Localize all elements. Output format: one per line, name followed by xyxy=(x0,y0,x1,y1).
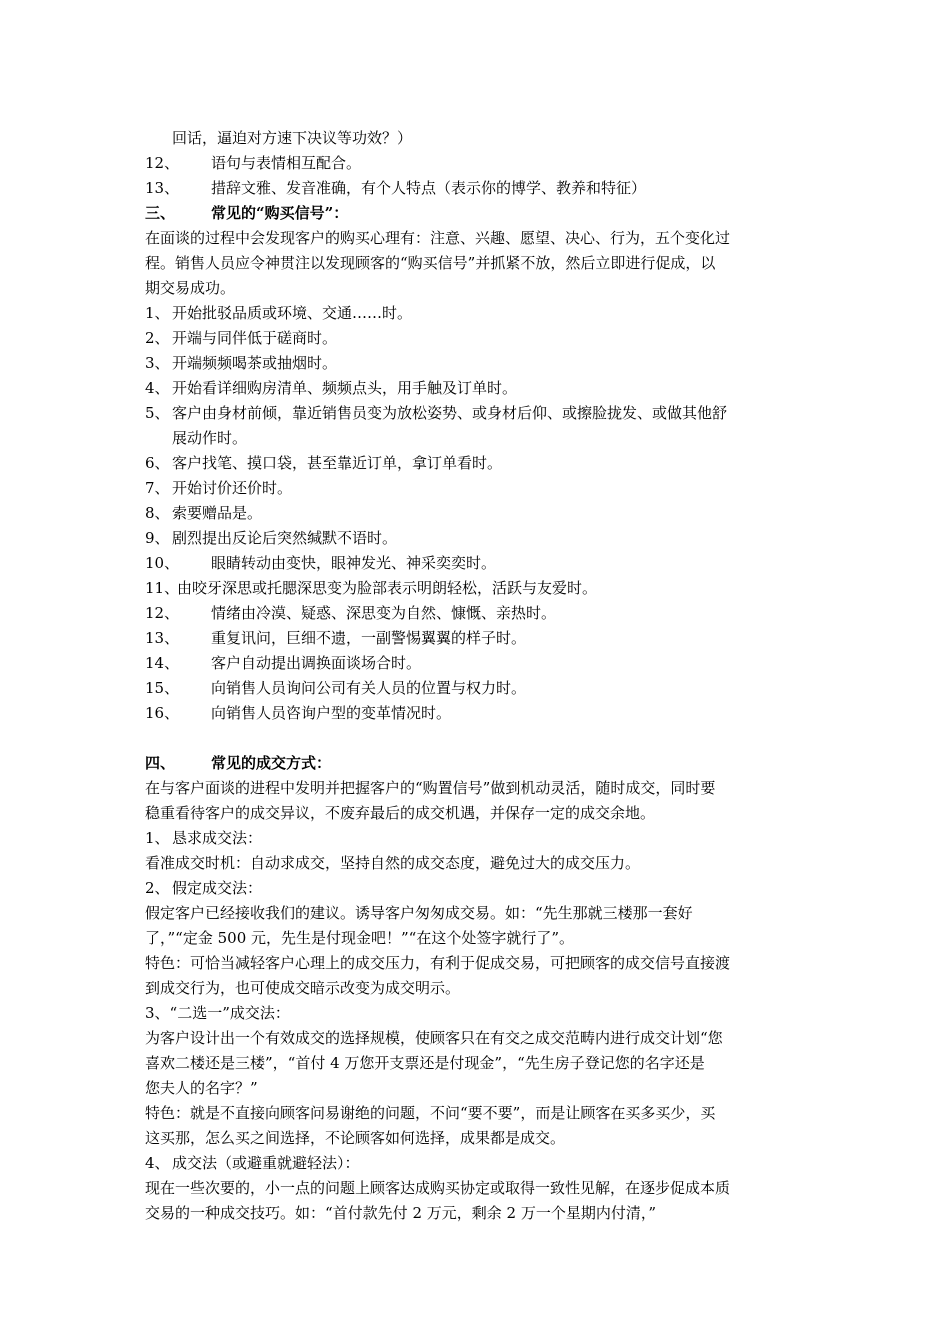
paragraph-line: 了，”“定金 500 元，先生是付现金吧！”“在这个处签字就行了”。 xyxy=(145,929,575,947)
list-item: 2、 开端与同伴低于磋商时。 xyxy=(145,329,338,347)
list-item: 15、 向销售人员询问公司有关人员的位置与权力时。 xyxy=(145,679,527,697)
paragraph-line: 到成交行为，也可使成交暗示改变为成交明示。 xyxy=(145,979,461,997)
method-heading: 3、“二选一”成交法： xyxy=(145,1004,290,1022)
method-heading: 4、 成交法（或避重就避轻法）： xyxy=(145,1154,360,1172)
paragraph-line: 为客户设计出一个有效成交的选择规模，使顾客只在有交之成交范畴内进行成交计划“您 xyxy=(145,1029,723,1047)
paragraph-line: 在面谈的过程中会发现客户的购买心理有：注意、兴趣、愿望、决心、行为，五个变化过 xyxy=(145,229,731,247)
continued-line: 回话，逼迫对方速下决议等功效？） xyxy=(172,129,413,147)
list-item: 11、由咬牙深思或托腮深思变为脸部表示明朗轻松，活跃与友爱时。 xyxy=(145,579,598,597)
list-item: 14、 客户自动提出调换面谈场合时。 xyxy=(145,654,422,672)
list-item: 6、 客户找笔、摸口袋，甚至靠近订单，拿订单看时。 xyxy=(145,454,503,472)
paragraph-line: 您夫人的名字？” xyxy=(145,1079,258,1097)
method-heading: 2、 假定成交法： xyxy=(145,879,263,897)
paragraph-line: 喜欢二楼还是三楼”，“首付 4 万您开支票还是付现金”，“先生房子登记您的名字还是 xyxy=(145,1054,705,1072)
method-heading: 1、 恳求成交法： xyxy=(145,829,263,847)
paragraph-line: 在与客户面谈的进程中发明并把握客户的“购置信号”做到机动灵活，随时成交，同时要 xyxy=(145,779,716,797)
paragraph-line: 看准成交时机：自动求成交，坚持自然的成交态度，避免过大的成交压力。 xyxy=(145,854,641,872)
paragraph-line: 交易的一种成交技巧。如：“首付款先付 2 万元，剩余 2 万一个星期内付清，” xyxy=(145,1204,656,1222)
section-heading-4: 四、 常见的成交方式： xyxy=(145,754,332,772)
list-item-continued: 展动作时。 xyxy=(172,429,248,447)
paragraph-line: 假定客户已经接收我们的建议。诱导客户匆匆成交易。如：“先生那就三楼那一套好 xyxy=(145,904,693,922)
list-item: 16、 向销售人员咨询户型的变革情况时。 xyxy=(145,704,452,722)
section-heading-3: 三、 常见的“购买信号”： xyxy=(145,204,349,222)
paragraph-line: 期交易成功。 xyxy=(145,279,236,297)
list-item: 4、 开始看详细购房清单、频频点头，用手触及订单时。 xyxy=(145,379,518,397)
paragraph-line: 程。销售人员应令神贯注以发现顾客的“购买信号”并抓紧不放，然后立即进行促成，以 xyxy=(145,254,716,272)
list-item: 13、 措辞文雅、发音准确，有个人特点（表示你的博学、教养和特征） xyxy=(145,179,647,197)
list-item: 12、 语句与表情相互配合。 xyxy=(145,154,362,172)
list-item: 9、 剧烈提出反论后突然缄默不语时。 xyxy=(145,529,398,547)
list-item: 8、 索要赠品是。 xyxy=(145,504,263,522)
list-item: 12、 情绪由冷漠、疑惑、深思变为自然、慷慨、亲热时。 xyxy=(145,604,557,622)
paragraph-line: 特色：就是不直接向顾客问易谢绝的问题，不问“要不要”，而是让顾客在买多买少，买 xyxy=(145,1104,716,1122)
list-item: 10、 眼睛转动由变快，眼神发光、神采奕奕时。 xyxy=(145,554,497,572)
paragraph-line: 特色：可恰当减轻客户心理上的成交压力，有利于促成交易，可把顾客的成交信号直接渡 xyxy=(145,954,731,972)
list-item: 13、 重复讯问，巨细不遗，一副警惕翼翼的样子时。 xyxy=(145,629,527,647)
list-item: 7、 开始讨价还价时。 xyxy=(145,479,293,497)
list-item: 1、 开始批驳品质或环境、交通……时。 xyxy=(145,304,413,322)
paragraph-line: 这买那，怎么买之间选择，不论顾客如何选择，成果都是成交。 xyxy=(145,1129,566,1147)
list-item: 5、 客户由身材前倾，靠近销售员变为放松姿势、或身材后仰、或擦脸拢发、或做其他舒 xyxy=(145,404,728,422)
list-item: 3、 开端频频喝茶或抽烟时。 xyxy=(145,354,338,372)
paragraph-line: 现在一些次要的，小一点的问题上顾客达成购买协定或取得一致性见解，在逐步促成本质 xyxy=(145,1179,731,1197)
paragraph-line: 稳重看待客户的成交异议，不废弃最后的成交机遇，并保存一定的成交余地。 xyxy=(145,804,656,822)
